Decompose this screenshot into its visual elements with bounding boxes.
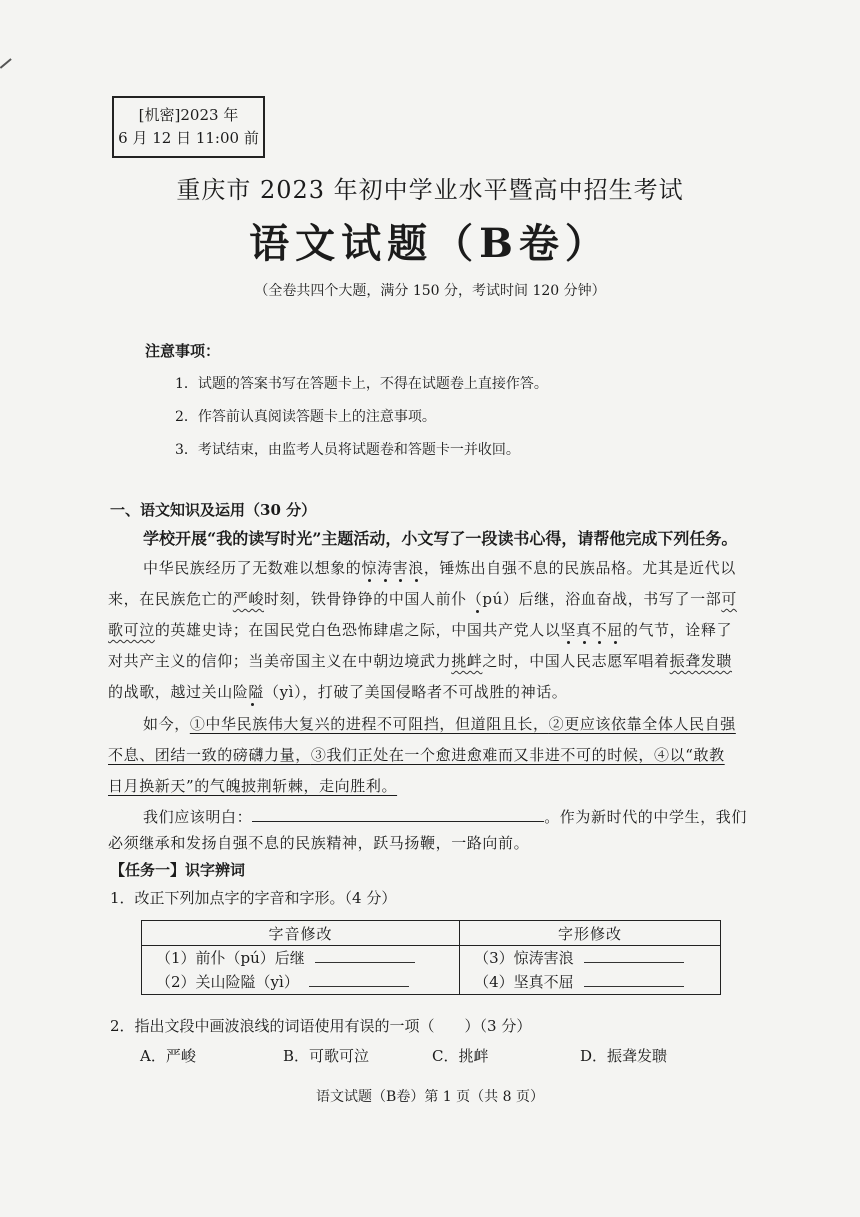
dotted-char: 浪 <box>408 559 424 577</box>
text-run: 之时，中国人民志愿军唱着 <box>482 652 670 670</box>
answer-blank[interactable] <box>584 948 684 963</box>
text-run: 时刻，铁骨铮铮的中国人 <box>264 590 436 608</box>
scan-corner-mark <box>0 58 14 72</box>
table-header-character: 字形修改 <box>460 921 721 946</box>
text-run: 中华民族经历了无数难以想象的 <box>143 559 362 577</box>
option-b[interactable]: B．可歌可泣 <box>283 1047 370 1065</box>
wavy-word-kege: 可 <box>721 590 737 608</box>
dotted-char: 涛 <box>377 559 393 577</box>
sentence-2-cont: 不息、团结一致的磅礴力量， <box>108 746 311 764</box>
notice-heading: 注意事项： <box>145 342 221 360</box>
dotted-char: 惊 <box>361 559 378 577</box>
dotted-char: 屈 <box>607 621 623 639</box>
text-run: 。作为新时代的中学生，我们 <box>544 808 748 826</box>
wavy-word-yanjun: 严峻 <box>232 590 265 608</box>
text-run: 对共产主义的信仰；当美帝国主义在中朝边境武力 <box>108 652 452 670</box>
text-run: 的战歌，越过 <box>108 683 202 701</box>
answer-blank[interactable] <box>252 807 544 822</box>
character-item-3 <box>460 946 720 970</box>
text-run: 的气节，诠释了 <box>622 621 733 639</box>
pronunciation-cell <box>142 946 460 995</box>
task-intro: 学校开展“我的读写时光”主题活动，小文写了一段读书心得，请帮他完成下列任务。 <box>143 529 738 548</box>
dotted-word-qianpu: 前仆（pú） <box>435 590 519 608</box>
confidential-line-1: [机密]2023 年 <box>138 106 239 124</box>
passage-line-1 <box>143 557 736 578</box>
confidential-box <box>112 96 265 158</box>
sentence-4: ④以“敢教 <box>654 746 725 764</box>
section-1-heading: 一、语文知识及运用（30 分） <box>110 501 317 519</box>
passage-line-6 <box>143 713 736 734</box>
item-text: （1）前仆（pú）后继 <box>156 949 305 967</box>
text-run: 后继，浴血奋战，书写了一部 <box>518 590 722 608</box>
answer-blank[interactable] <box>309 972 409 987</box>
exam-title: 重庆市 2023 年初中学业水平暨高中招生考试 <box>176 176 684 204</box>
pronunciation-item-1 <box>142 946 459 970</box>
character-cell <box>460 946 721 995</box>
dotted-char: 害 <box>392 559 409 577</box>
task-1-heading: 【任务一】识字辨词 <box>110 861 246 879</box>
text-run: 我们应该明白： <box>143 808 253 826</box>
text-run: ，锤炼出自强不息的民族品格。尤其是近代以 <box>423 559 736 577</box>
notice-item-3: 3．考试结束，由监考人员将试题卷和答题卡一并收回。 <box>175 442 520 458</box>
text-run: 如今， <box>143 715 190 733</box>
option-a[interactable]: A．严峻 <box>140 1047 196 1065</box>
item-text: （3）惊涛害浪 <box>474 949 574 967</box>
passage-line-8 <box>108 775 397 796</box>
confidential-line-2: 6 月 12 日 11:00 前 <box>118 129 259 147</box>
notice-item-1: 1．试题的答案书写在答题卡上，不得在试题卷上直接作答。 <box>175 376 548 392</box>
passage-line-5 <box>108 681 567 702</box>
table-header-pronunciation: 字音修改 <box>142 921 460 946</box>
sentence-4-cont: 日月换新天”的气魄披荆斩棘，走向胜利。 <box>108 777 398 795</box>
passage-line-9 <box>143 806 747 827</box>
subject-title: 语文试题（B卷） <box>249 220 611 267</box>
page-footer: 语文试题（B卷）第 1 页（共 8 页） <box>316 1089 544 1105</box>
character-item-4 <box>460 970 720 994</box>
wavy-word-kege-cont: 歌可泣 <box>108 621 155 639</box>
option-d[interactable]: D．振聋发聩 <box>580 1047 668 1065</box>
sentence-1: ①中华民族伟大复兴的进程不可阻挡，但道阻且长， <box>189 715 549 733</box>
dotted-char: 坚 <box>560 621 577 639</box>
passage-line-10: 必须继承和发扬自强不息的民族精神，跃马扬鞭，一路向前。 <box>108 834 530 852</box>
wavy-word-tiaoxin: 挑衅 <box>451 652 483 670</box>
text-run: 的英雄史诗；在国民党白色恐怖肆虐之际，中国共产党人以 <box>154 621 561 639</box>
option-c[interactable]: C．挑衅 <box>432 1047 489 1065</box>
question-1: 1．改正下列加点字的字音和字形。（4 分） <box>110 889 397 907</box>
notice-item-2: 2．作答前认真阅读答题卡上的注意事项。 <box>175 409 436 425</box>
answer-blank[interactable] <box>315 948 415 963</box>
item-text: （4）坚真不屈 <box>474 973 574 991</box>
passage-line-3 <box>108 619 732 640</box>
pronunciation-item-2 <box>142 970 459 994</box>
passage-line-4 <box>108 650 732 671</box>
sentence-3: ③我们正处在一个愈进愈难而又非进不可的时候， <box>310 746 655 764</box>
dotted-char: 真 <box>576 621 592 639</box>
exam-info: （全卷共四个大题，满分 150 分，考试时间 120 分钟） <box>254 283 606 299</box>
item-text: （2）关山险隘（yì） <box>156 973 299 991</box>
wavy-word-zhenlong: 振聋发聩 <box>669 652 733 670</box>
correction-table <box>141 920 721 995</box>
dotted-char: 不 <box>591 621 608 639</box>
passage-line-7 <box>108 744 725 765</box>
text-run: 来，在民族危亡的 <box>108 590 233 608</box>
question-2: 2．指出文段中画波浪线的词语使用有误的一项（ ）（3 分） <box>110 1017 532 1035</box>
passage-line-2 <box>108 588 737 609</box>
sentence-2: ②更应该依靠全体人民自强 <box>548 715 736 733</box>
text-run: ，打破了美国侵略者不可战胜的神话。 <box>302 683 568 701</box>
dotted-word-guanshan: 关山险隘（yì） <box>201 683 303 701</box>
answer-blank[interactable] <box>584 972 684 987</box>
